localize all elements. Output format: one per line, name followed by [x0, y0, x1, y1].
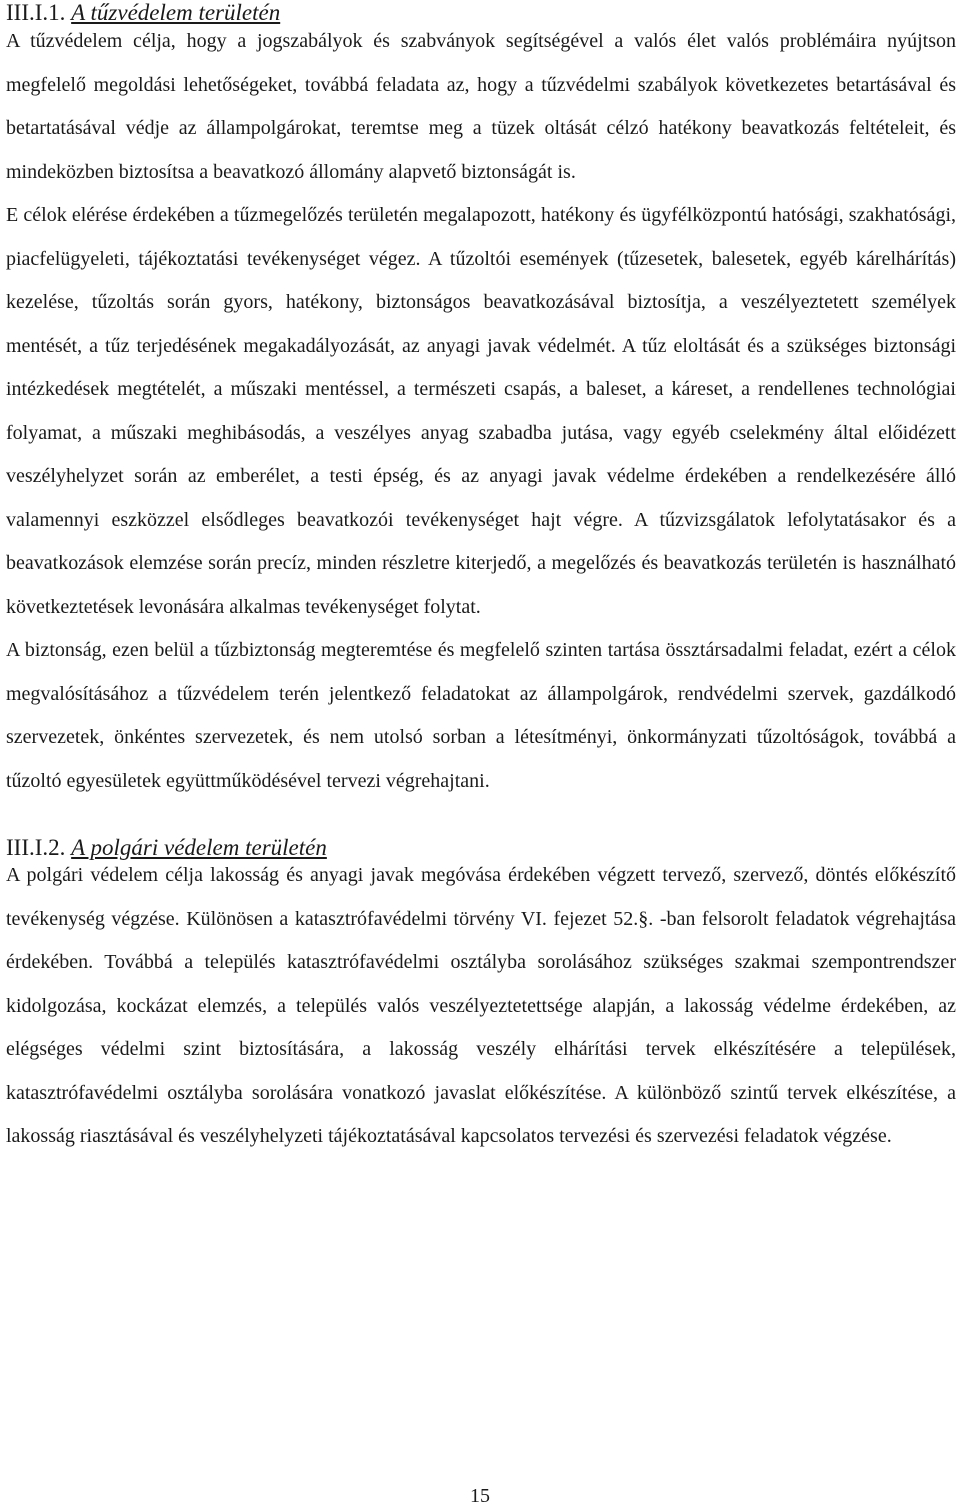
paragraph: E célok elérése érdekében a tűzmegelőzés területén megalapozott, hatékony és ügyfélközpontú hatósági, szakhatósági, piacfelügyeleti, tájékoztatási tevékenységet végez. A tűzoltói események (tűzesetek, balesetek, egyéb kárelhárítás) kezelése, tűzoltás során gyors, hatékony, biztonságos beavatkozásával biztosítja, a veszélyeztetett személyek mentését, a tűz terjedésének megakadályozását, az anyagi javak védelmét. A tűz eloltását és a szükséges biztonsági intézkedések megtételét, a műszaki mentéssel, a természeti csapás, a baleset, a káreset, a rendellenes technológiai folyamat, a műszaki meghibásodás, a veszélyes anyag szabadba jutása, vagy egyéb cselekmény által előidézett veszélyhelyzet során az emberélet, a testi épség, és az anyagi javak védelme érdekében a rendelkezésére álló valamennyi eszközzel elsődleges beavatkozói tevékenységet hajt végre. A tűzvizsgálatok lefolytatásakor és a beavatkozások elemzése során precíz, minden részletre kiterjedő, a megelőzés és beavatkozás területén is használható következtetések levonására alkalmas tevékenységet folytat.: [6, 204, 956, 618]
paragraph: A polgári védelem célja lakosság és anyagi javak megóvása érdekében végzett tervező, szervező, döntés előkészítő tevékenység végzése. Különösen a katasztrófavédelmi törvény VI. fejezet 52.§. -ban felsorolt feladatok végrehajtása érdekében. Továbbá a település katasztrófavédelmi osztályba sorolásához szükséges szakmai szempontrendszer kidolgozása, kockázat elemzés, a település valós veszélyeztetettsége alapján, a lakosság védelme érdekében, az elégséges védelmi szint biztosítására, a lakosság veszély elhárítási tervek elkészítésére a települések, katasztrófavédelmi osztályba sorolására vonatkozó javaslat előkészítése. A különböző szintű tervek elkészítése, a lakosság riasztásával és veszélyhelyzeti tájékoztatásával kapcsolatos tervezési és szervezési feladatok végzése.: [6, 864, 956, 1147]
document-page: [6, 0, 956, 1159]
section-number: III.I.2.: [6, 835, 66, 860]
paragraph: A biztonság, ezen belül a tűzbiztonság megteremtése és megfelelő szinten tartása össztársadalmi feladat, ezért a célok megvalósításához a tűzvédelem terén jelentkező feladatokat az állampolgárok, rendvédelmi szervek, gazdálkodó szervezetek, önkéntes szervezetek, és nem utolsó sorban a létesítményi, önkormányzati tűzoltóságok, továbbá a tűzoltó egyesületek együttműködésével tervezi végrehajtani.: [6, 639, 956, 792]
section-number: III.I.1.: [6, 0, 66, 25]
paragraph: A tűzvédelem célja, hogy a jogszabályok és szabványok segítségével a valós élet valós problémáira nyújtson megfelelő megoldási lehetőségeket, továbbá feladata az, hogy a tűzvédelmi szabályok következetes betartásával és betartatásával védje az állampolgárokat, teremtse meg a tüzek oltását célzó hatékony beavatkozás feltételeit, és mindeközben biztosítsa a beavatkozó állomány alapvető biztonságát is.: [6, 30, 956, 183]
section-title: A tűzvédelem területén: [71, 0, 281, 25]
page-number: 15: [470, 1485, 490, 1507]
section-title: A polgári védelem területén: [71, 835, 327, 860]
